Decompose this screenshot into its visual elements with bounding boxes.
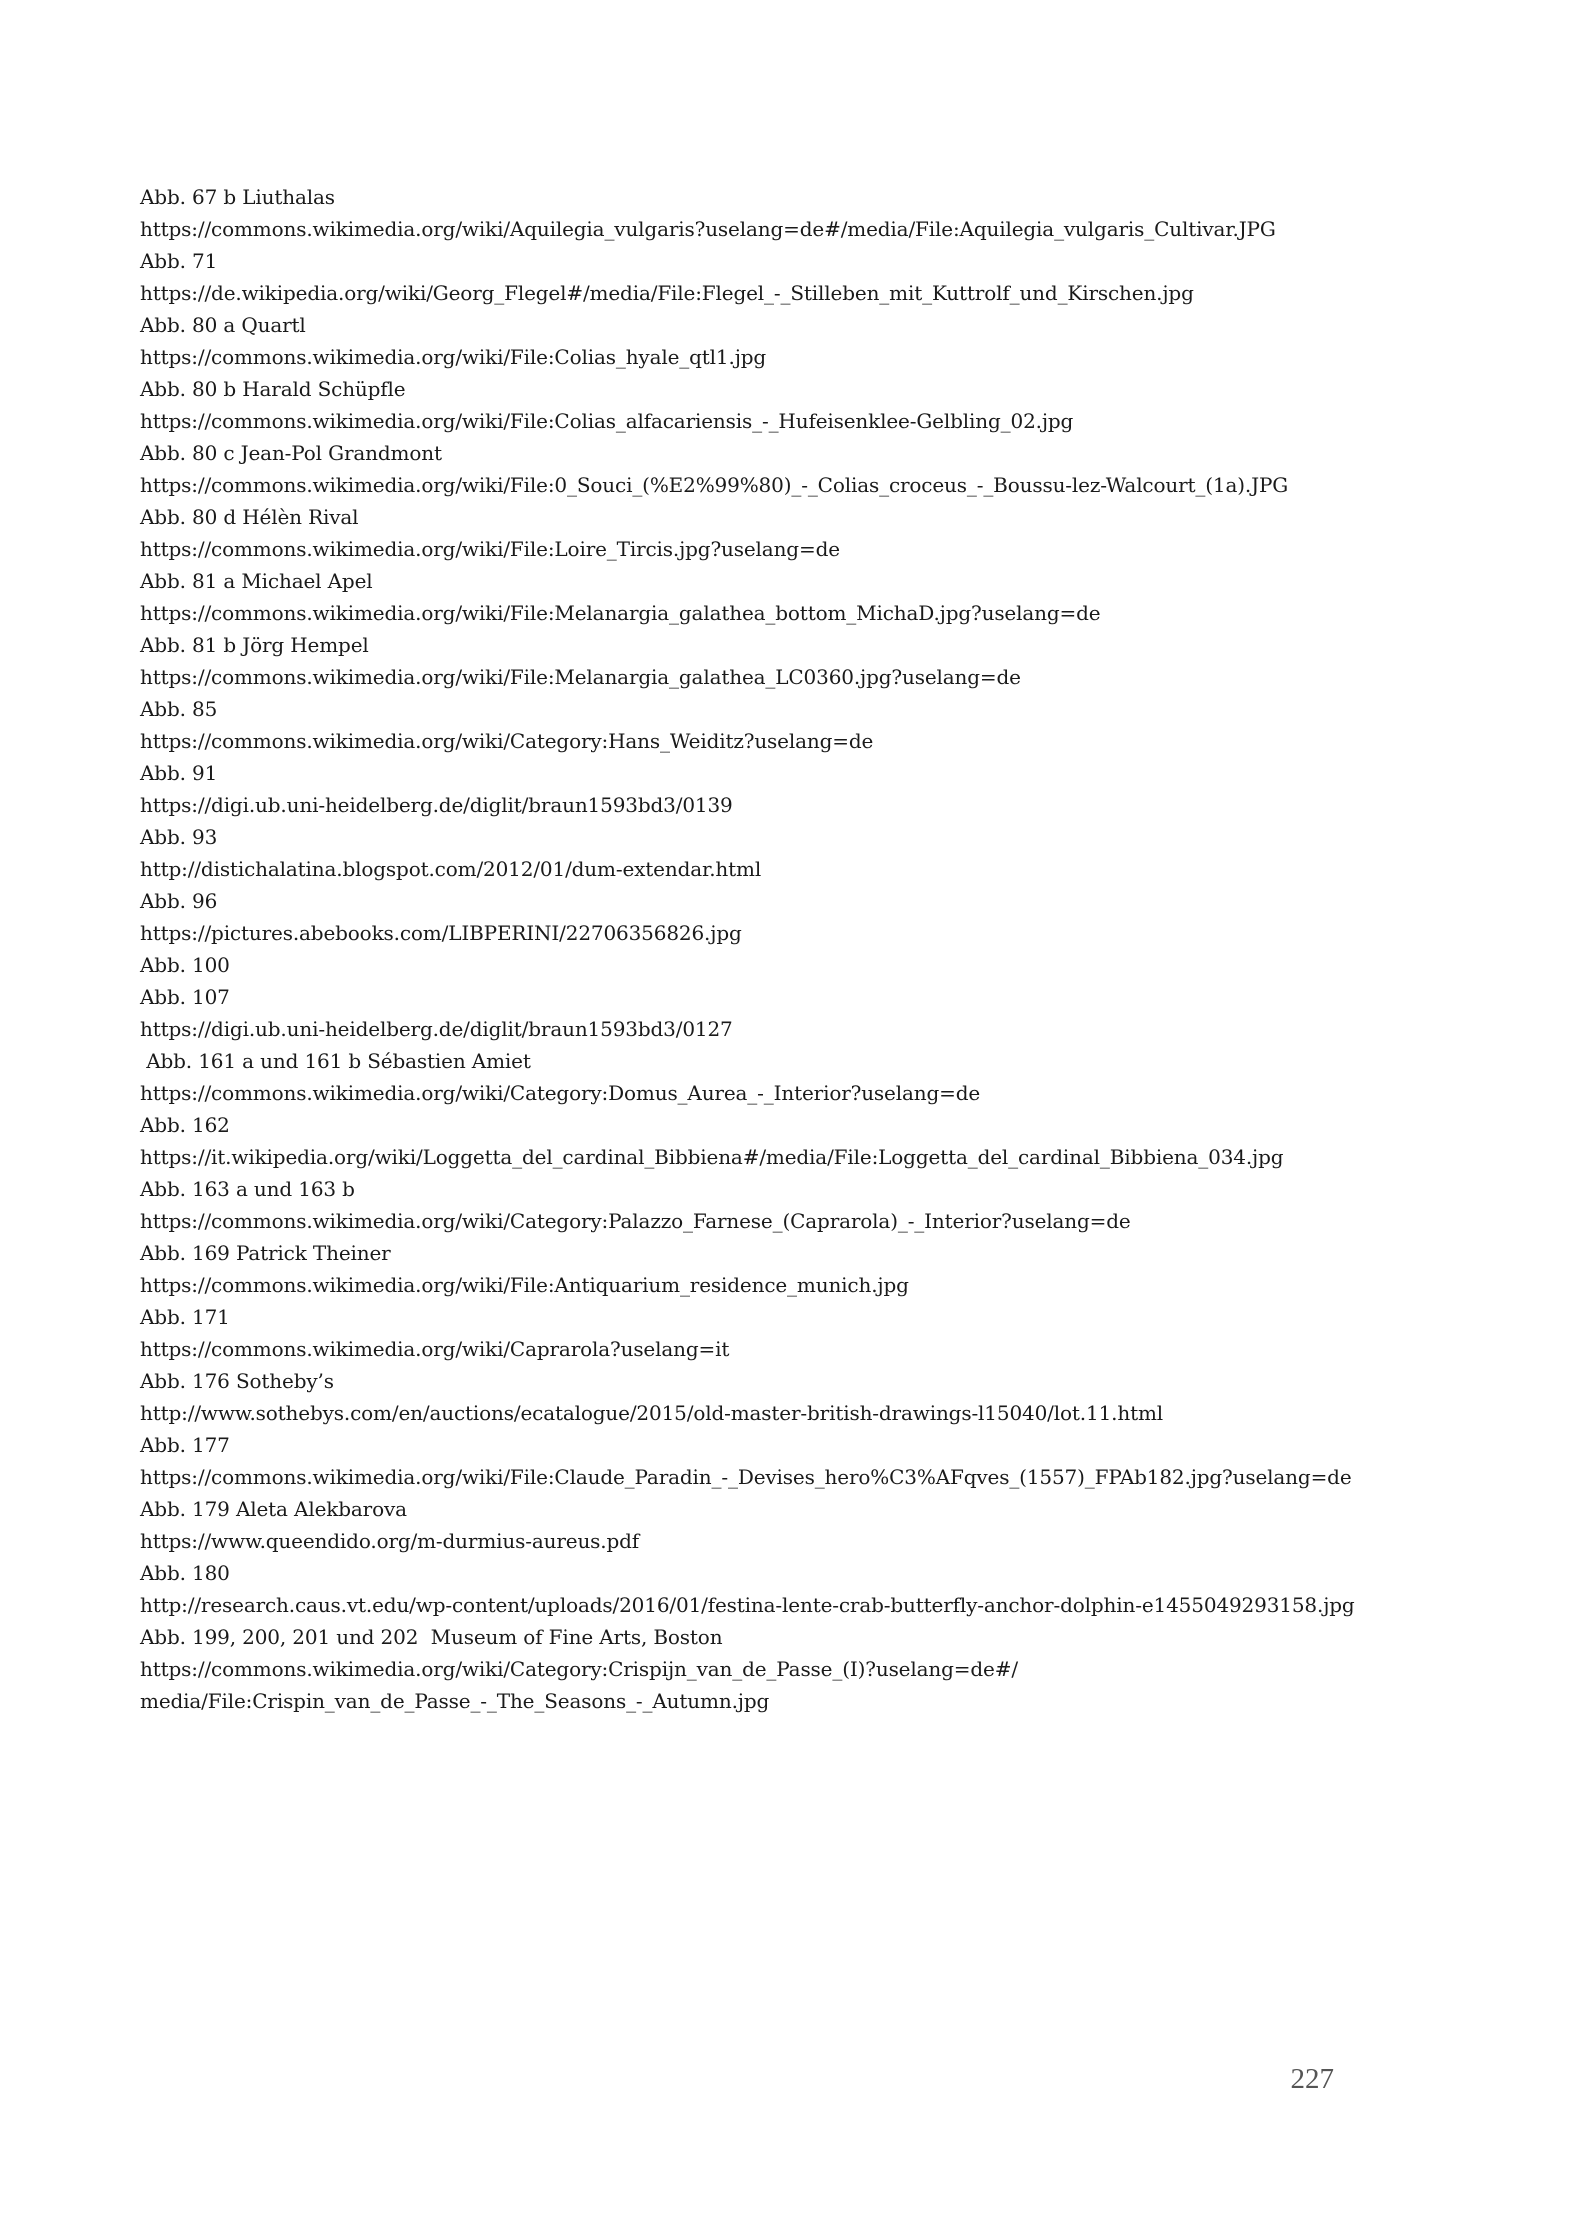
credit-url: http://research.caus.vt.edu/wp-content/uploads/2016/01/festina-lente-crab-butterfly-anchor-dolphin-e1455049293158.jpg [140, 1593, 1355, 1617]
credit-url: https://de.wikipedia.org/wiki/Georg_Flegel#/media/File:Flegel_-_Stilleben_mit_Kuttrolf_und_Kirschen.jpg [140, 281, 1194, 305]
credit-label: Abb. 100 [140, 953, 230, 977]
credit-url: https://commons.wikimedia.org/wiki/Category:Crispijn_van_de_Passe_(I)?uselang=de#/ [140, 1657, 1018, 1681]
credit-label: Abb. 180 [140, 1561, 230, 1585]
credit-label: Abb. 91 [140, 761, 218, 785]
credit-label: Abb. 81 a Michael Apel [140, 569, 373, 593]
credit-label: Abb. 80 c Jean-Pol Grandmont [140, 441, 442, 465]
credit-label: Abb. 80 a Quartl [140, 313, 306, 337]
credit-label: Abb. 96 [140, 889, 218, 913]
credit-label: Abb. 199, 200, 201 und 202 Museum of Fine Arts, Boston [140, 1625, 723, 1649]
credit-url: https://commons.wikimedia.org/wiki/File:Antiquarium_residence_munich.jpg [140, 1273, 909, 1297]
credit-url: https://commons.wikimedia.org/wiki/Category:Domus_Aurea_-_Interior?uselang=de [140, 1081, 981, 1105]
credit-label: Abb. 67 b Liuthalas [140, 185, 335, 209]
credit-label: Abb. 81 b Jörg Hempel [140, 633, 369, 657]
credit-label: Abb. 171 [140, 1305, 230, 1329]
credit-label: Abb. 80 b Harald Schüpfle [140, 377, 406, 401]
credit-url: media/File:Crispin_van_de_Passe_-_The_Seasons_-_Autumn.jpg [140, 1689, 770, 1713]
credit-label: Abb. 163 a und 163 b [140, 1177, 355, 1201]
credit-url: https://commons.wikimedia.org/wiki/File:Colias_alfacariensis_-_Hufeisenklee-Gelbling_02.jpg [140, 409, 1074, 433]
credit-label: Abb. 176 Sotheby’s [140, 1369, 334, 1393]
credit-url: https://commons.wikimedia.org/wiki/Caprarola?uselang=it [140, 1337, 730, 1361]
credit-label: Abb. 107 [140, 985, 230, 1009]
credit-url: https://it.wikipedia.org/wiki/Loggetta_del_cardinal_Bibbiena#/media/File:Loggetta_del_cardinal_Bibbiena_034.jpg [140, 1145, 1284, 1169]
credit-label: Abb. 179 Aleta Alekbarova [140, 1497, 407, 1521]
credit-label: Abb. 93 [140, 825, 218, 849]
credit-url: http://distichalatina.blogspot.com/2012/01/dum-extendar.html [140, 857, 762, 881]
credit-url: https://commons.wikimedia.org/wiki/File:Claude_Paradin_-_Devises_hero%C3%AFqves_(1557)_FPAb182.jpg?uselang=de [140, 1465, 1352, 1489]
credit-label: Abb. 177 [140, 1433, 230, 1457]
credit-url: http://www.sothebys.com/en/auctions/ecatalogue/2015/old-master-british-drawings-l15040/lot.11.html [140, 1401, 1164, 1425]
credit-label: Abb. 71 [140, 249, 218, 273]
credit-url: https://commons.wikimedia.org/wiki/File:Loire_Tircis.jpg?uselang=de [140, 537, 840, 561]
credit-url: https://commons.wikimedia.org/wiki/Category:Hans_Weiditz?uselang=de [140, 729, 874, 753]
credit-url: https://commons.wikimedia.org/wiki/File:Melanargia_galathea_LC0360.jpg?uselang=de [140, 665, 1021, 689]
credit-url: https://digi.ub.uni-heidelberg.de/diglit/braun1593bd3/0127 [140, 1017, 733, 1041]
credit-url: https://commons.wikimedia.org/wiki/Aquilegia_vulgaris?uselang=de#/media/File:Aquilegia_vulgaris_Cultivar.JPG [140, 217, 1276, 241]
credit-url: https://commons.wikimedia.org/wiki/File:0_Souci_(%E2%99%80)_-_Colias_croceus_-_Boussu-lez-Walcourt_(1a).JPG [140, 473, 1289, 497]
credit-url: https://pictures.abebooks.com/LIBPERINI/22706356826.jpg [140, 921, 742, 945]
image-credits-list [140, 181, 1440, 1717]
credit-url: https://commons.wikimedia.org/wiki/File:Colias_hyale_qtl1.jpg [140, 345, 767, 369]
credit-url: https://digi.ub.uni-heidelberg.de/diglit/braun1593bd3/0139 [140, 793, 733, 817]
credit-label: Abb. 162 [140, 1113, 230, 1137]
credit-url: https://www.queendido.org/m-durmius-aureus.pdf [140, 1529, 640, 1553]
credit-label: Abb. 169 Patrick Theiner [140, 1241, 391, 1265]
credit-label: Abb. 161 a und 161 b Sébastien Amiet [140, 1049, 531, 1073]
credit-url: https://commons.wikimedia.org/wiki/File:Melanargia_galathea_bottom_MichaD.jpg?uselang=de [140, 601, 1101, 625]
credit-url: https://commons.wikimedia.org/wiki/Category:Palazzo_Farnese_(Caprarola)_-_Interior?uselang=de [140, 1209, 1131, 1233]
credit-label: Abb. 85 [140, 697, 218, 721]
credit-label: Abb. 80 d Hélèn Rival [140, 505, 359, 529]
page-number: 227 [1290, 2063, 1334, 2095]
